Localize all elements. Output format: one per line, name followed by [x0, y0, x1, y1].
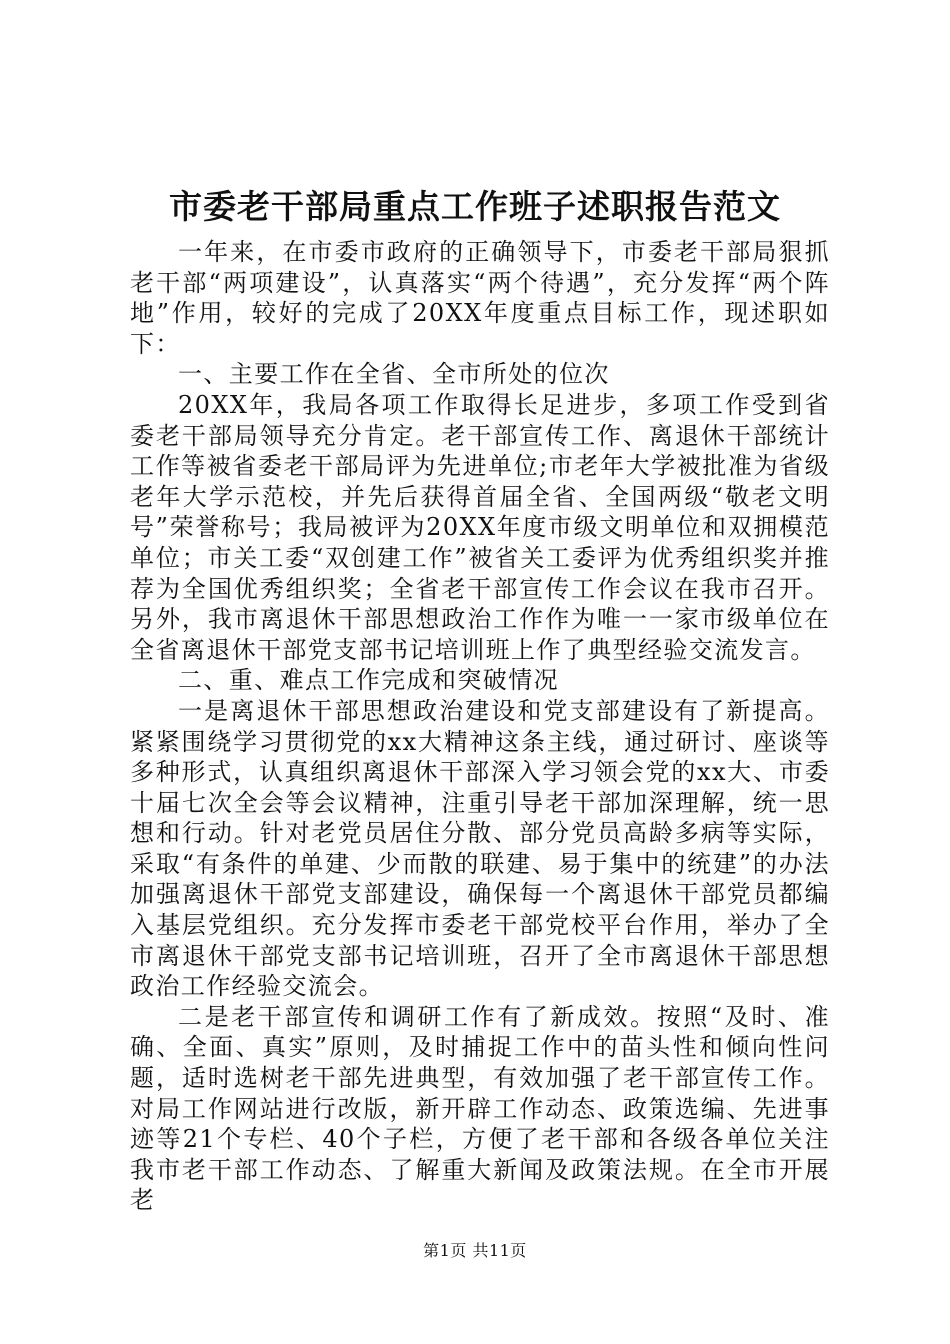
document-body	[130, 237, 830, 1216]
section-heading-2: 二、重、难点工作完成和突破情况	[178, 666, 559, 695]
page-footer: 第1页 共11页	[423, 1241, 527, 1260]
intro-paragraph: 一年来，在市委市政府的正确领导下，市委老干部局狠抓老干部“两项建设”，认真落实“两个待遇”，充分发挥“两个阵地”作用，较好的完成了20XX年度重点目标工作，现述职如下：	[130, 238, 830, 358]
section-2-paragraph-1: 一是离退休干部思想政治建设和党支部建设有了新提高。紧紧围绕学习贯彻党的xx大精神这条主线，通过研讨、座谈等多种形式，认真组织离退休干部深入学习领会党的xx大、市委十届七次全会等会议精神，注重引导老干部加深理解，统一思想和行动。针对老党员居住分散、部分党员高龄多病等实际，采取“有条件的单建、少而散的联建、易于集中的统建”的办法加强离退休干部党支部建设，确保每一个离退休干部党员都编入基层党组织。充分发挥市委老干部党校平台作用，举办了全市离退休干部党支部书记培训班，召开了全市离退休干部思想政治工作经验交流会。	[130, 696, 830, 1001]
section-2-paragraph-2: 二是老干部宣传和调研工作有了新成效。按照“及时、准确、全面、真实”原则，及时捕捉工作中的苗头性和倾向性问题，适时选树老干部先进典型，有效加强了老干部宣传工作。对局工作网站进行改版，新开辟工作动态、政策选编、先进事迹等21个专栏、40个子栏，方便了老干部和各级各单位关注我市老干部工作动态、了解重大新闻及政策法规。在全市开展老	[130, 1002, 830, 1215]
section-1-paragraph: 20XX年，我局各项工作取得长足进步，多项工作受到省委老干部局领导充分肯定。老干部宣传工作、离退休干部统计工作等被省委老干部局评为先进单位;市老年大学被批准为省级老年大学示范校，并先后获得首届全省、全国两级“敬老文明号”荣誉称号；我局被评为20XX年度市级文明单位和双拥模范单位；市关工委“双创建工作”被省关工委评为优秀组织奖并推荐为全国优秀组织奖；全省老干部宣传工作会议在我市召开。另外，我市离退休干部思想政治工作作为唯一一家市级单位在全省离退休干部党支部书记培训班上作了典型经验交流发言。	[130, 390, 830, 664]
document-title: 市委老干部局重点工作班子述职报告范文	[169, 187, 781, 226]
section-heading-1: 一、主要工作在全省、全市所处的位次	[178, 360, 610, 389]
